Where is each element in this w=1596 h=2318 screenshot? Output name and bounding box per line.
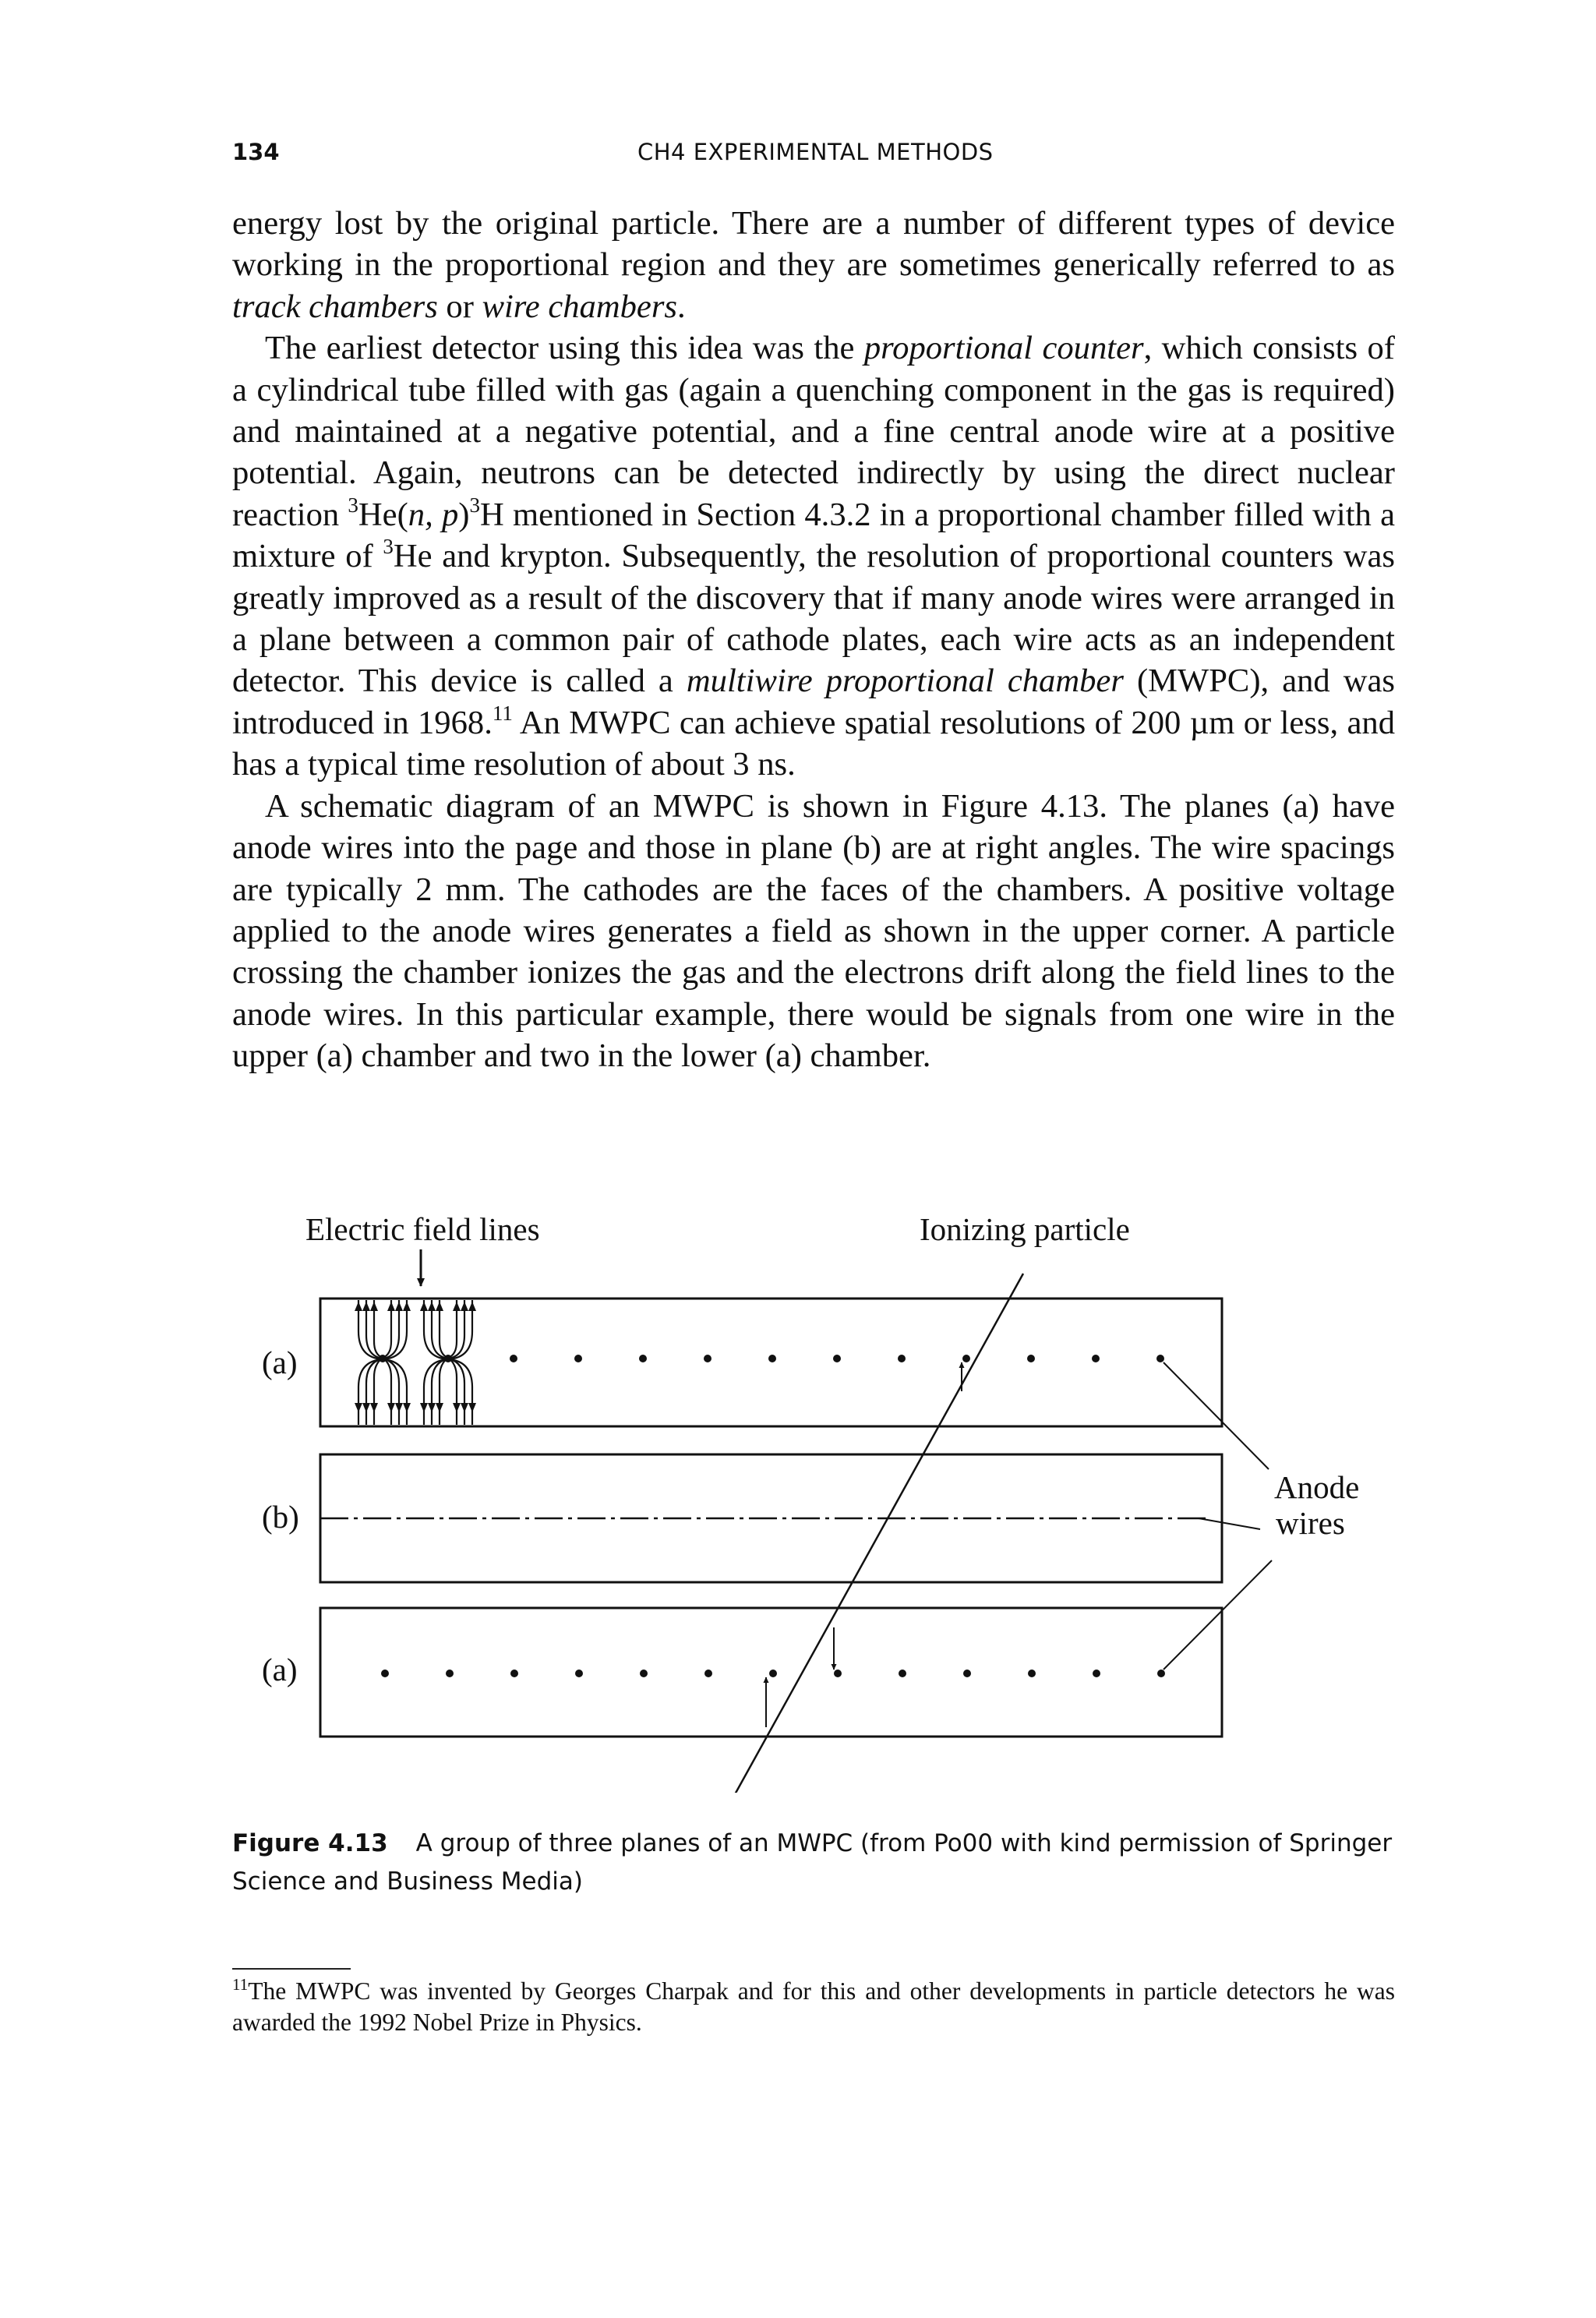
label-plane-a-top: (a) bbox=[262, 1345, 298, 1380]
paragraph-1 bbox=[232, 203, 1395, 327]
anode-leader-lines bbox=[1163, 1362, 1272, 1670]
p1-text-a: energy lost by the original particle. There are a number of different types of device working in the proportional region and they are sometimes generically referred to as bbox=[232, 205, 1395, 284]
footnote-rule bbox=[232, 1968, 351, 1970]
footnote-reference[interactable]: 11 bbox=[492, 701, 513, 725]
superscript: 3 bbox=[383, 535, 394, 559]
term-track-chambers: track chambers bbox=[232, 288, 438, 325]
anode-wires-bottom bbox=[381, 1670, 1165, 1677]
p2-text-e: H mentioned in Section 4.3.2 in a proportional chamber filled with a mixture of bbox=[232, 496, 1395, 575]
p2-text-a: The earliest detector using this idea was the bbox=[265, 330, 864, 367]
footnote-marker: 11 bbox=[232, 1975, 249, 1994]
p2-text-h: An MWPC can achieve spatial resolutions of 200 µm or less, and has a typical time resolution of about 3 ns. bbox=[232, 704, 1395, 783]
paragraph-2 bbox=[232, 327, 1395, 785]
label-plane-b: (b) bbox=[262, 1499, 299, 1535]
label-plane-a-bottom: (a) bbox=[262, 1652, 298, 1687]
p2-text-c: He( bbox=[358, 496, 408, 533]
page-number: 134 bbox=[232, 139, 280, 165]
label-anode: Anode bbox=[1274, 1469, 1360, 1505]
caption-label: Figure 4.13 bbox=[232, 1829, 388, 1857]
paragraph-3: A schematic diagram of an MWPC is shown in Figure 4.13. The planes (a) have anode wires into the page and those in plane (b) are at right angles. The wire spacings are typically 2 mm. The cathodes are the faces of the chambers. A positive voltage applied to the anode wires generates a field as shown in the upper corner. A particle crossing the chamber ionizes the gas and the electrons drift along the field lines to the anode wires. In this particular example, there would be signals from one wire in the upper (a) chamber and two in the lower (a) chamber. bbox=[232, 787, 1395, 1075]
p1-text-c: . bbox=[676, 288, 686, 325]
figure-caption bbox=[232, 1825, 1395, 1901]
mwpc-diagram bbox=[0, 1185, 1596, 1793]
footnote bbox=[232, 1976, 1395, 2038]
superscript: 3 bbox=[348, 493, 358, 517]
caption-text: A group of three planes of an MWPC (from Po00 with kind permission of Springer Science and Business Media) bbox=[232, 1829, 1393, 1896]
chapter-title: CH4 EXPERIMENTAL METHODS bbox=[637, 139, 994, 165]
footnote-text: The MWPC was invented by Georges Charpak and for this and other developments in particle detectors he was awarded the 1992 Nobel Prize in Physics. bbox=[232, 1977, 1395, 2036]
p1-text-b: or bbox=[437, 288, 482, 325]
running-head bbox=[232, 139, 1393, 170]
body-text bbox=[232, 203, 1395, 1077]
reaction-particles: n, p bbox=[408, 496, 459, 533]
p2-text-g: (MWPC), and was introduced in 1968. bbox=[232, 663, 1396, 741]
term-wire-chambers: wire chambers bbox=[482, 288, 677, 325]
label-wires: wires bbox=[1276, 1505, 1345, 1541]
p2-text-b: , which consists of a cylindrical tube filled with gas (again a quenching component in the gas is required) and maintained at a negative potential, and a fine central anode wire at a positive potential. Again, neutrons can be detected indirectly by using the direct nuclear reaction bbox=[232, 330, 1395, 533]
superscript: 3 bbox=[469, 493, 480, 517]
p2-text-f: He and krypton. Subsequently, the resolution of proportional counters was greatly improved as a result of the discovery that if many anode wires were arranged in a plane between a common pair of cathode plates, each wire acts as an independent detector. This device is called a bbox=[232, 538, 1395, 700]
ionizing-particle-track bbox=[730, 1274, 1023, 1793]
label-electric-field-lines: Electric field lines bbox=[305, 1211, 540, 1247]
term-mwpc: multiwire proportional chamber bbox=[686, 663, 1124, 700]
figure-4-13 bbox=[0, 1185, 1596, 1793]
term-proportional-counter: proportional counter bbox=[863, 330, 1144, 367]
anode-wires-top bbox=[379, 1355, 1164, 1362]
p2-text-d: ) bbox=[458, 496, 470, 533]
label-ionizing-particle: Ionizing particle bbox=[920, 1211, 1130, 1247]
